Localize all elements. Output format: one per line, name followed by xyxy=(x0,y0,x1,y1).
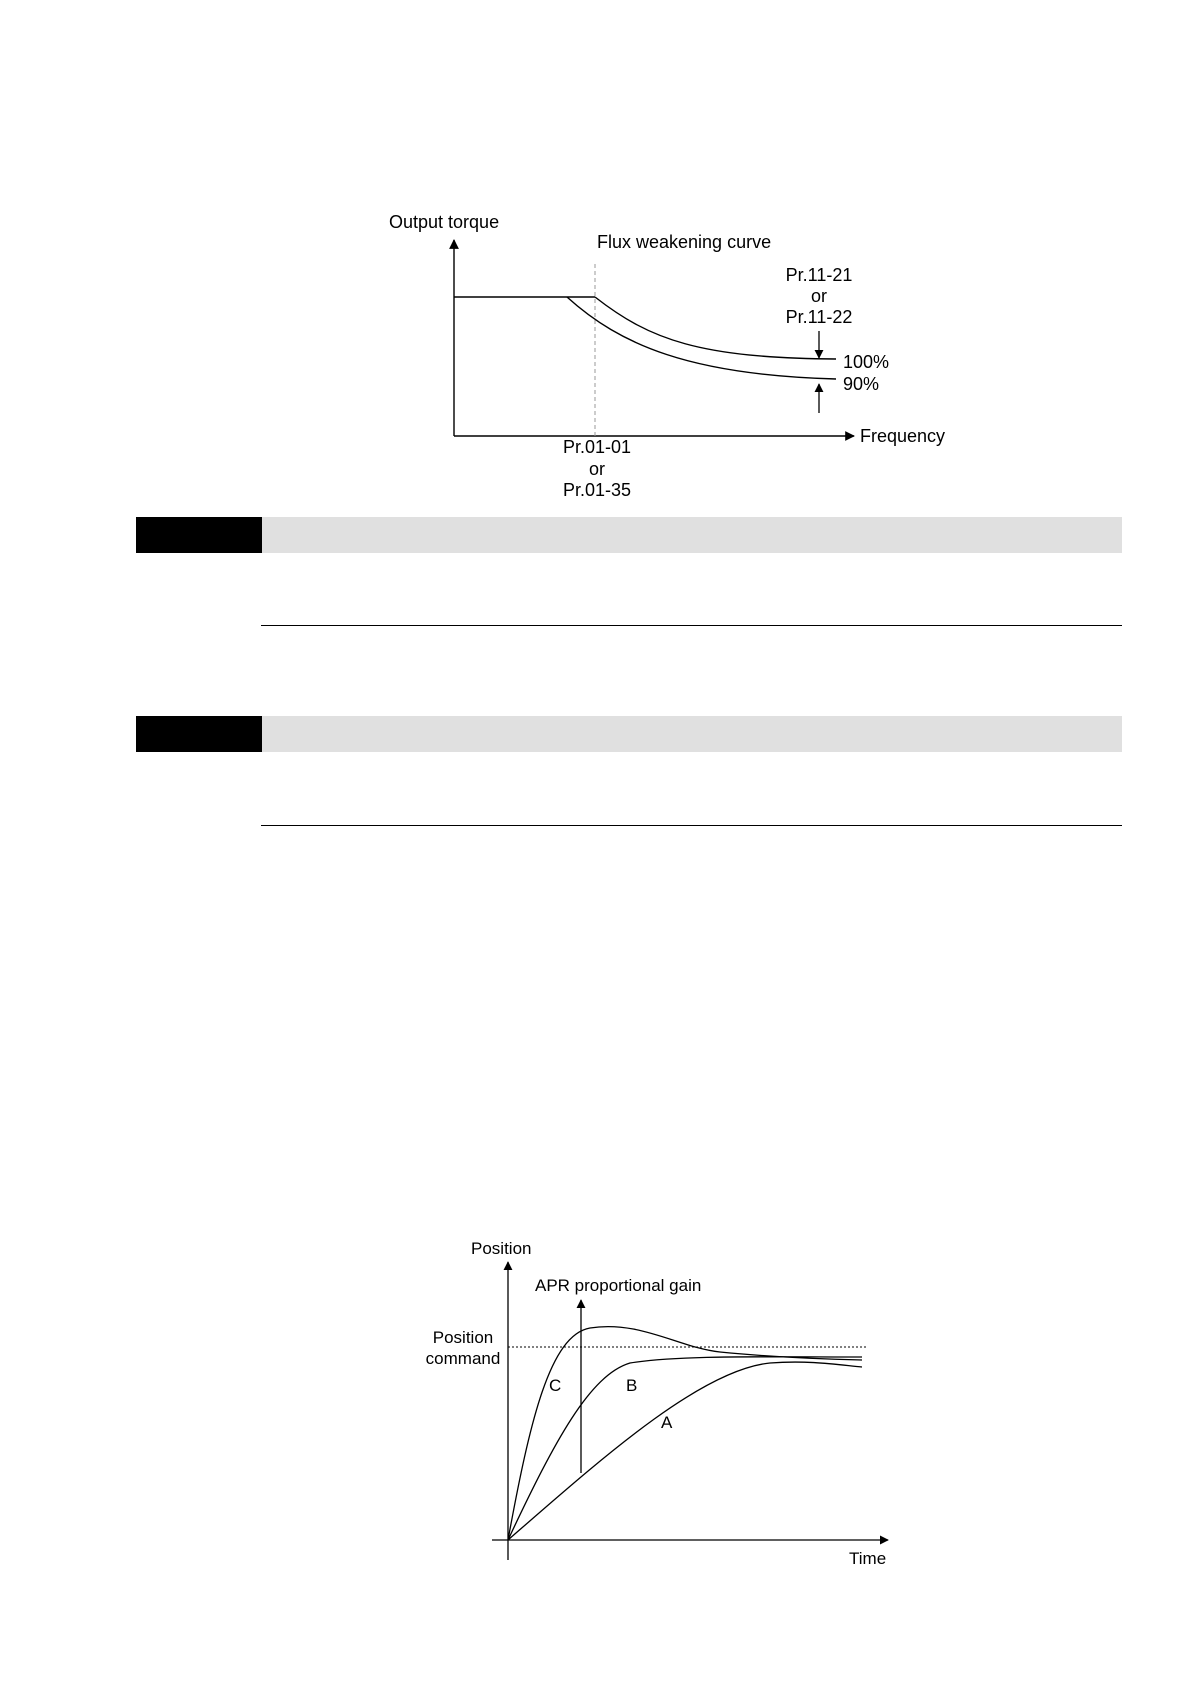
y-axis-label: Output torque xyxy=(389,212,500,232)
x-axis-label: Frequency xyxy=(860,426,946,446)
level-low-label: 90% xyxy=(843,374,880,394)
gain-label: APR proportional gain xyxy=(535,1276,702,1295)
y-axis-label: Position xyxy=(471,1239,532,1258)
response-curve-b xyxy=(508,1357,862,1540)
param-bottom-line3: Pr.01-35 xyxy=(562,480,632,500)
curve-b-label: B xyxy=(626,1376,638,1395)
command-label-line2: command xyxy=(425,1349,501,1368)
section-divider-1 xyxy=(261,625,1122,626)
command-label-line1: Position xyxy=(432,1328,494,1347)
curve-c-label: C xyxy=(549,1376,562,1395)
param-right-line3: Pr.11-22 xyxy=(785,307,853,327)
x-axis-label: Time xyxy=(849,1549,887,1568)
section-divider-2 xyxy=(261,825,1122,826)
parameter-header-band-1 xyxy=(136,517,1122,553)
param-bottom-line2: or xyxy=(588,459,606,479)
parameter-code-box-2 xyxy=(136,716,262,752)
curve-a-label: A xyxy=(661,1413,673,1432)
parameter-header-band-2 xyxy=(136,716,1122,752)
parameter-code-box-1 xyxy=(136,517,262,553)
level-high-label: 100% xyxy=(843,352,890,372)
curve-label: Flux weakening curve xyxy=(597,232,772,252)
response-curve-a xyxy=(508,1362,862,1540)
response-curve-c xyxy=(508,1327,862,1540)
param-bottom-line1: Pr.01-01 xyxy=(562,437,632,457)
param-right-line1: Pr.11-21 xyxy=(785,265,853,285)
flux-weakening-diagram xyxy=(0,0,1190,520)
param-right-line2: or xyxy=(810,286,828,306)
